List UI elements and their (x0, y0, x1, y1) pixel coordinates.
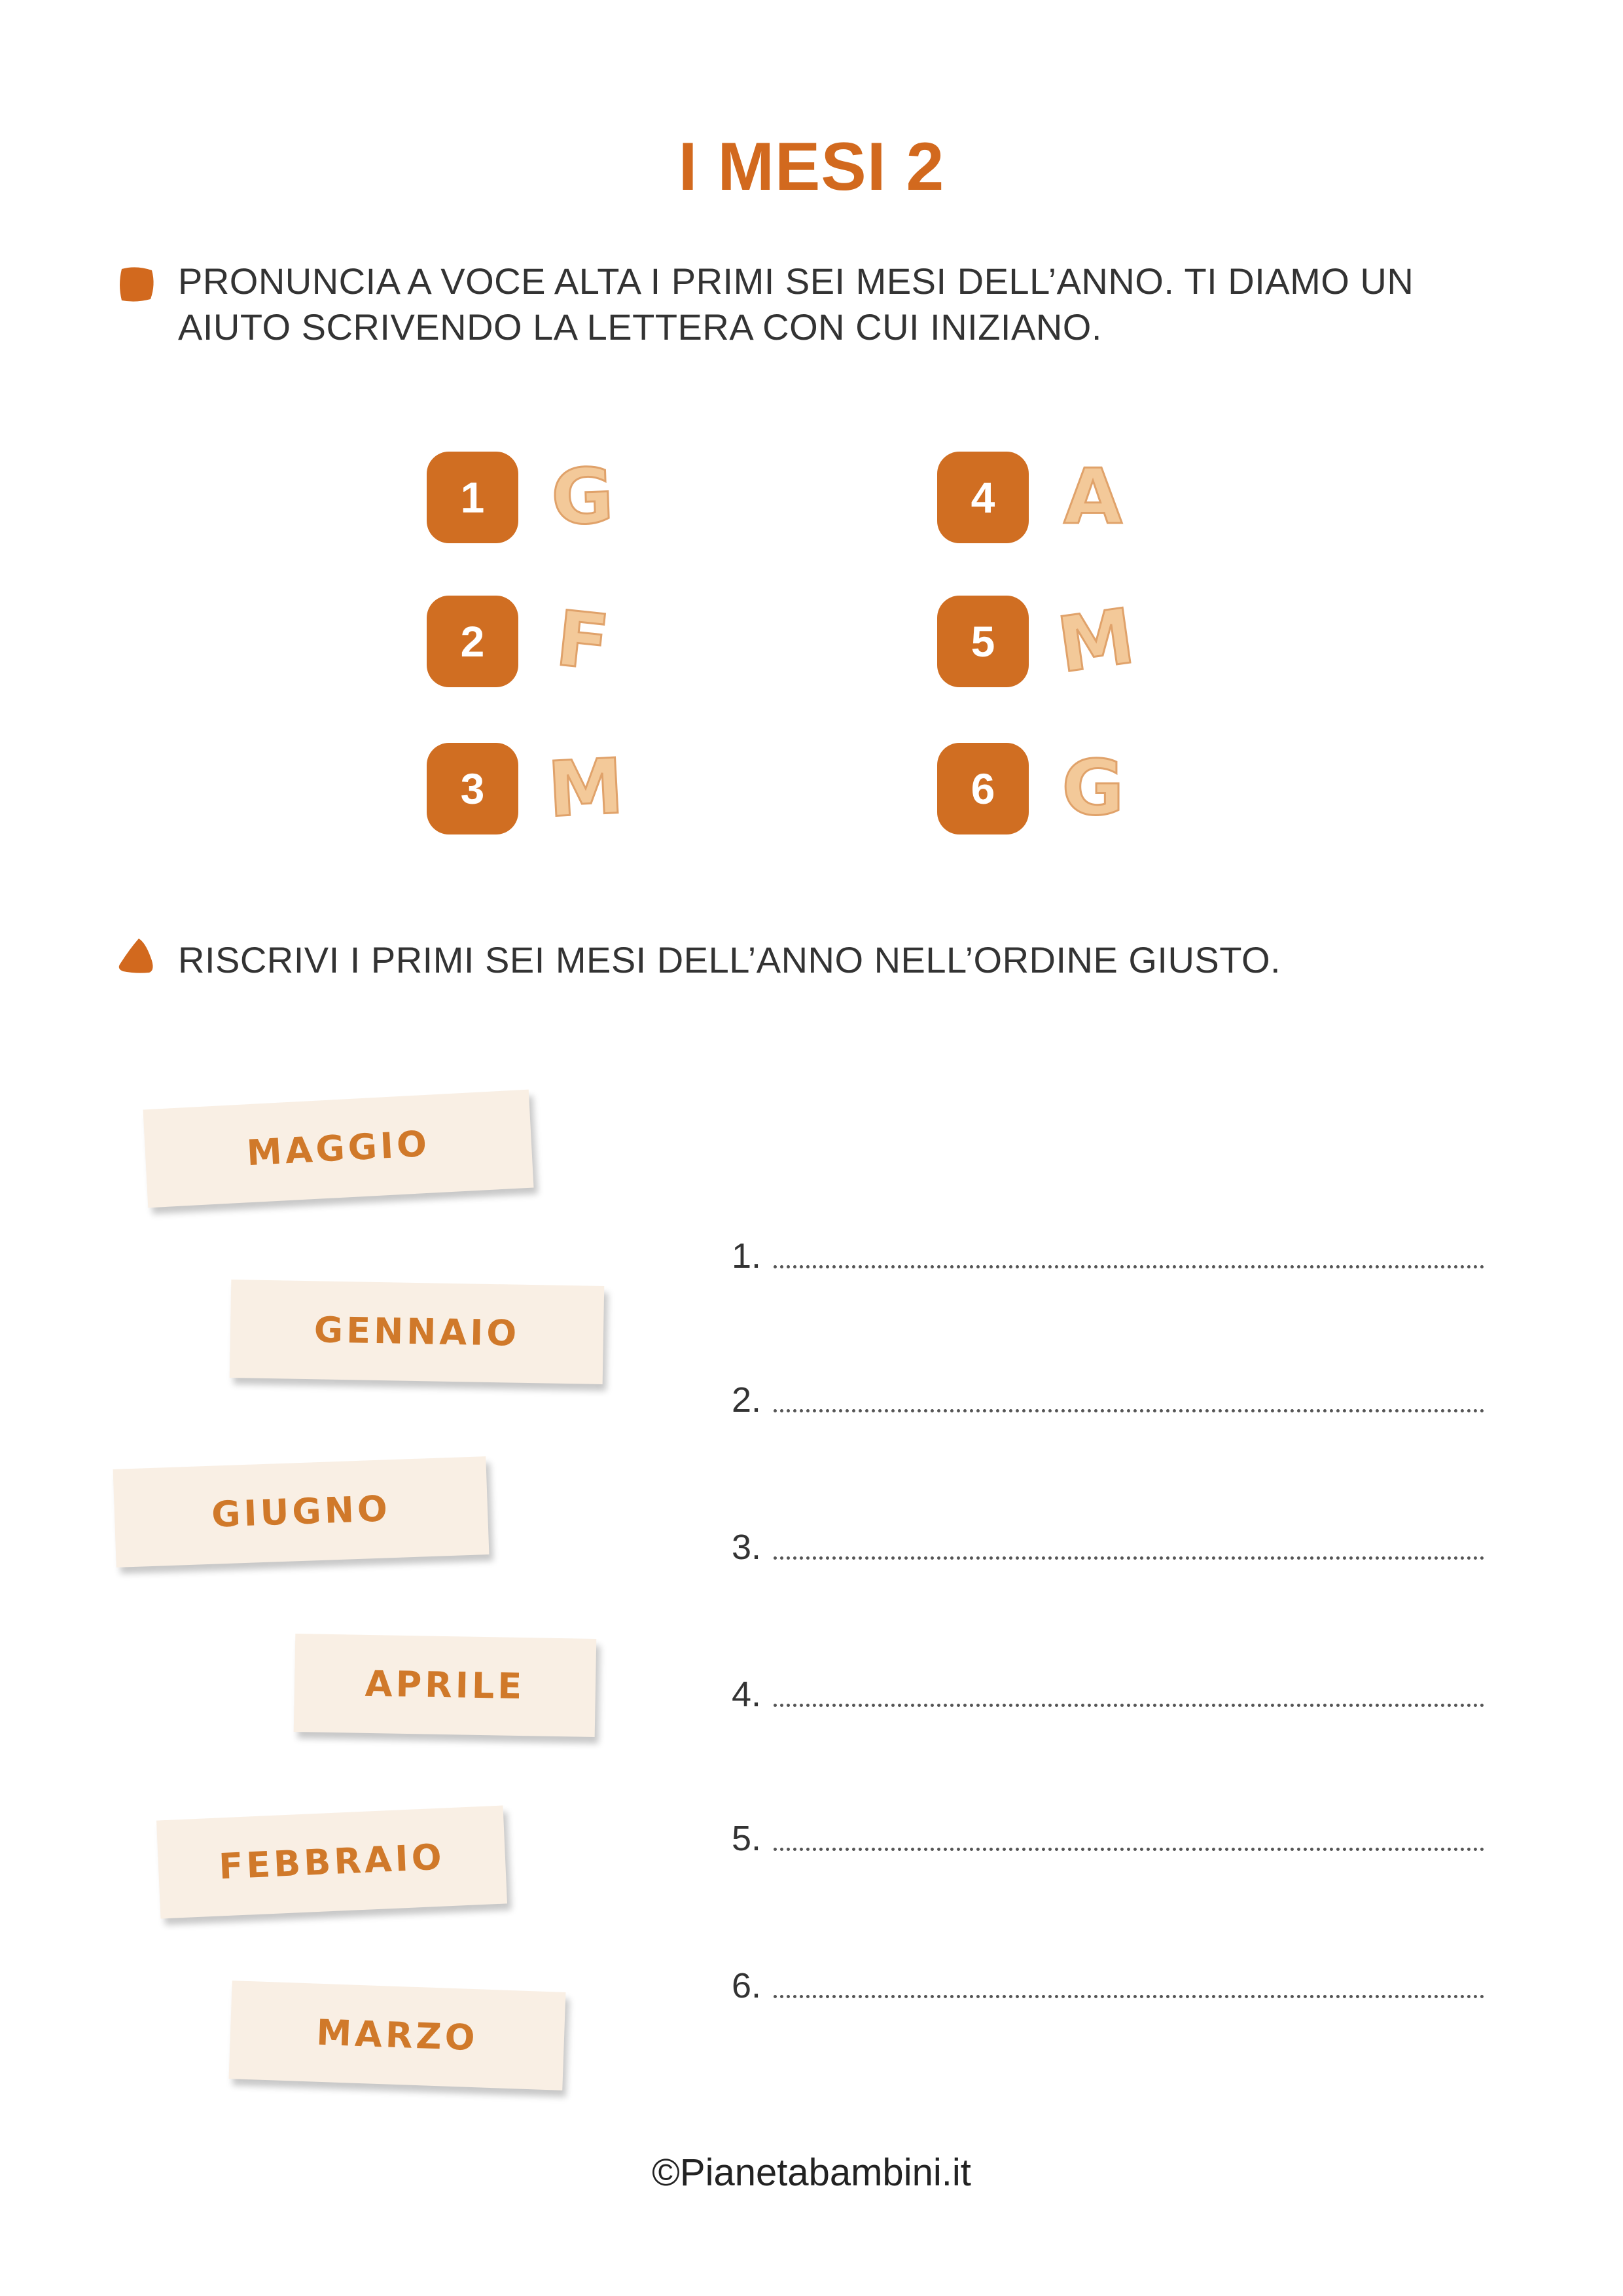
exercise1-instruction-line2: AIUTO SCRIVENDO LA LETTERA CON CUI INIZIANO. (178, 306, 1102, 348)
answer-number: 4. (732, 1675, 762, 1714)
number-badge: 6 (937, 743, 1029, 834)
number-badge: 3 (427, 743, 518, 834)
hint-letter: A (1063, 453, 1122, 541)
answer-number: 5. (732, 1819, 762, 1858)
hint-letter: G (550, 452, 615, 543)
answer-number: 6. (732, 1966, 762, 2005)
month-card[interactable]: MARZO (229, 1981, 566, 2090)
orange-triangle-blob-icon (116, 936, 156, 975)
dotted-line (774, 1697, 1484, 1707)
month-card[interactable]: MAGGIO (143, 1090, 533, 1208)
dotted-line (774, 1403, 1484, 1412)
answer-line-1[interactable] (732, 1224, 1484, 1276)
orange-blob-icon (116, 265, 156, 304)
number-badge: 5 (937, 596, 1029, 687)
hint-letter: F (552, 594, 613, 688)
answer-number: 1. (732, 1236, 762, 1276)
number-badge: 1 (427, 452, 518, 543)
month-card[interactable]: GIUGNO (113, 1456, 490, 1568)
answer-line-4[interactable] (732, 1662, 1484, 1715)
number-badge: 2 (427, 596, 518, 687)
answer-line-2[interactable] (732, 1368, 1484, 1420)
month-card[interactable]: GENNAIO (230, 1280, 605, 1384)
hint-letter: G (1061, 744, 1124, 833)
exercise1-instruction-line1: PRONUNCIA A VOCE ALTA I PRIMI SEI MESI DELL’ANNO. TI DIAMO UN (178, 260, 1414, 302)
exercise2-instruction: RISCRIVI I PRIMI SEI MESI DELL’ANNO NELL’ORDINE GIUSTO. (178, 939, 1281, 980)
answer-line-6[interactable] (732, 1954, 1484, 2006)
dotted-line (774, 1988, 1484, 1998)
answer-number: 3. (732, 1528, 762, 1567)
footer-copyright: ©Pianetabambini.it (652, 2151, 971, 2194)
dotted-line (774, 1550, 1484, 1560)
answer-line-5[interactable] (732, 1806, 1484, 1859)
page-title: I MESI 2 (678, 129, 945, 205)
hint-letter: M (1052, 592, 1140, 691)
answer-line-3[interactable] (732, 1515, 1484, 1568)
dotted-line (774, 1259, 1484, 1268)
month-card[interactable]: FEBBRAIO (156, 1806, 507, 1919)
answer-number: 2. (732, 1380, 762, 1420)
number-badge: 4 (937, 452, 1029, 543)
hint-letter: M (545, 742, 626, 834)
dotted-line (774, 1841, 1484, 1851)
month-card[interactable]: APRILE (294, 1634, 597, 1737)
